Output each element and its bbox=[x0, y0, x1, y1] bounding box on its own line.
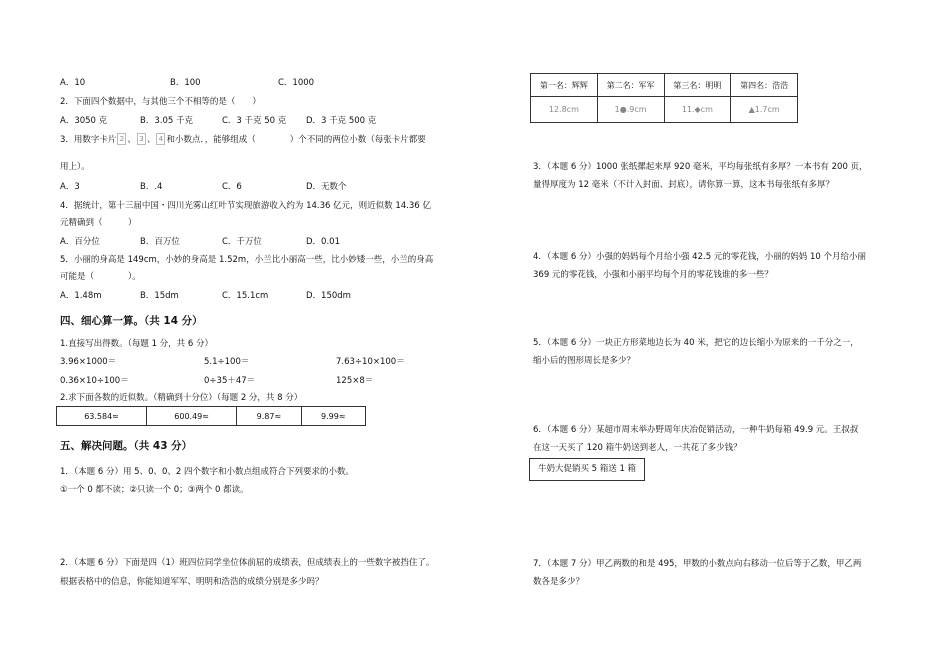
calc-2: 5.1÷100＝ bbox=[204, 357, 250, 367]
score-cell-2: 1●.9cm bbox=[597, 97, 664, 123]
problem-4-line-2: 369 元的零花钱，小强和小丽平均每个月的零花钱谁的多一些？ bbox=[533, 270, 773, 280]
score-header-3: 第三名：明明 bbox=[664, 74, 731, 97]
calc-6: 125×8＝ bbox=[336, 376, 374, 386]
number-card-4: 4 bbox=[156, 133, 165, 145]
q5-option-a: A．1.48m bbox=[60, 291, 102, 301]
score-cell-3: 11.◆cm bbox=[664, 97, 731, 123]
calc-4: 0.36×10÷100＝ bbox=[60, 376, 129, 386]
score-cell-4: ▲1.7cm bbox=[731, 97, 798, 123]
problem-3-line-2: 量得厚度为 12 毫米（不计入封面、封底），请你算一算，这本书每张纸有多厚？ bbox=[533, 180, 834, 190]
q4-option-d: D．0.01 bbox=[306, 237, 340, 247]
q4-option-a: A．百分位 bbox=[60, 237, 100, 247]
problem-3-line-1: 3．（本题 6 分）1000 张纸摞起来厚 920 毫米，平均每张纸有多厚？一本书有 200 页， bbox=[533, 162, 868, 172]
problem-7-line-2: 数各是多少？ bbox=[533, 577, 585, 587]
q2-option-c: C．3 千克 50 克 bbox=[222, 116, 287, 126]
approx-cell-2: 600.49≈ bbox=[147, 407, 237, 426]
section-4-q1: 1.直接写出得数。（每题 1 分，共 6 分） bbox=[60, 339, 213, 349]
approx-cell-4: 9.99≈ bbox=[301, 407, 365, 426]
q3-separator-2: 、 bbox=[146, 135, 156, 145]
q3-option-b: B．.4 bbox=[140, 182, 163, 192]
question-3 bbox=[60, 133, 426, 145]
q3-option-d: D．无数个 bbox=[306, 182, 347, 192]
question-2: 2．下面四个数据中，与其他三个不相等的是（ ） bbox=[60, 97, 261, 107]
problem-1-line-1: 1．（本题 6 分）用 5、0、0、2 四个数字和小数点组成符合下列要求的小数。 bbox=[60, 467, 355, 477]
score-header-2: 第二名：军军 bbox=[597, 74, 664, 97]
question-5-line-1: 5．小丽的身高是 149cm，小妙的身高是 1.52m，小兰比小丽高一些，比小妙矮一些，小兰的身高 bbox=[60, 255, 434, 265]
section-4-q2: 2.求下面各数的近似数。（精确到十分位）（每题 2 分，共 8 分） bbox=[60, 393, 303, 403]
problem-2-line-1: 2．（本题 6 分）下面是四（1）班四位同学坐位体前屈的成绩表，但成绩表上的一些数字被挡住了。 bbox=[60, 558, 435, 568]
q2-option-a: A．3050 克 bbox=[60, 116, 108, 126]
promo-box bbox=[529, 458, 645, 481]
question-5-line-2: 可能是（ ）。 bbox=[60, 272, 141, 282]
calc-3: 7.63÷10×100＝ bbox=[336, 357, 405, 367]
score-header-4: 第四名：浩浩 bbox=[731, 74, 798, 97]
problem-1-line-2: ①一个 0 都不读；②只读一个 0；③两个 0 都读。 bbox=[60, 485, 249, 495]
approx-cell-1: 63.584≈ bbox=[57, 407, 147, 426]
calc-5: 0÷35＋47＝ bbox=[204, 376, 256, 386]
q4-option-b: B．百万位 bbox=[140, 237, 180, 247]
q3-option-c: C．6 bbox=[222, 182, 242, 192]
section-5-title: 五、解决问题。（共 43 分） bbox=[60, 440, 193, 452]
q5-option-d: D．150dm bbox=[306, 291, 351, 301]
q4-option-c: C．千万位 bbox=[222, 237, 262, 247]
prev-option-b: B．100 bbox=[170, 78, 201, 88]
problem-6-line-1: 6．（本题 6 分）某超市周末举办野周年庆冶促销活动，一种牛奶每箱 49.9 元。王叔叔 bbox=[533, 425, 859, 435]
q3-prefix: 3．用数字卡片 bbox=[60, 135, 117, 145]
score-header-1: 第一名：辉辉 bbox=[531, 74, 598, 97]
number-card-3: 3 bbox=[137, 133, 146, 145]
problem-4-line-1: 4．（本题 6 分）小强的妈妈每个月给小强 42.5 元的零花钱，小丽的妈妈 10 个月给小丽 bbox=[533, 252, 867, 262]
q2-option-d: D．3 千克 500 克 bbox=[306, 116, 377, 126]
problem-2-line-2: 根据表格中的信息，你能知道军军、明明和浩浩的成绩分别是多少吗？ bbox=[60, 577, 324, 587]
approx-table bbox=[56, 406, 366, 426]
q3-line-2: 用上）。 bbox=[60, 162, 90, 172]
number-card-2: 2 bbox=[117, 133, 126, 145]
problem-5-line-1: 5．（本题 6 分）一块正方形菜地边长为 40 米，把它的边长缩小为原来的一千分之一， bbox=[533, 338, 859, 348]
calc-1: 3.96×1000＝ bbox=[60, 357, 117, 367]
problem-5-line-2: 缩小后的图形周长是多少？ bbox=[533, 356, 636, 366]
q5-option-c: C．15.1cm bbox=[222, 291, 269, 301]
q3-suffix: 和小数点．，能够组成（ ）个不同的两位小数（每张卡片都要 bbox=[166, 135, 426, 145]
promo-text: 牛奶大促销买 5 箱送 1 箱 bbox=[537, 464, 637, 474]
score-table bbox=[530, 73, 798, 123]
approx-cell-3: 9.87≈ bbox=[237, 407, 301, 426]
q3-option-a: A．3 bbox=[60, 182, 80, 192]
problem-6-line-2: 在这一天买了 120 箱牛奶送到老人，一共花了多少钱？ bbox=[533, 443, 742, 453]
q3-separator-1: 、 bbox=[127, 135, 136, 145]
prev-option-a: A．10 bbox=[60, 78, 86, 88]
prev-option-c: C．1000 bbox=[278, 78, 315, 88]
problem-7-line-1: 7．（本题 7 分）甲乙两数的和是 495，甲数的小数点向右移动一位后等于乙数，甲乙两 bbox=[533, 559, 862, 569]
score-cell-1: 12.8cm bbox=[531, 97, 598, 123]
question-4-line-2: 元精确到（ ） bbox=[60, 218, 137, 228]
q2-option-b: B．3.05 千克 bbox=[140, 116, 193, 126]
question-4-line-1: 4．据统计，第十三届中国・四川光雾山红叶节实现旅游收入约为 14.36 亿元，则近似数 14.36 亿 bbox=[60, 201, 431, 211]
q5-option-b: B．15dm bbox=[140, 291, 179, 301]
section-4-title: 四、细心算一算。（共 14 分） bbox=[60, 315, 203, 327]
